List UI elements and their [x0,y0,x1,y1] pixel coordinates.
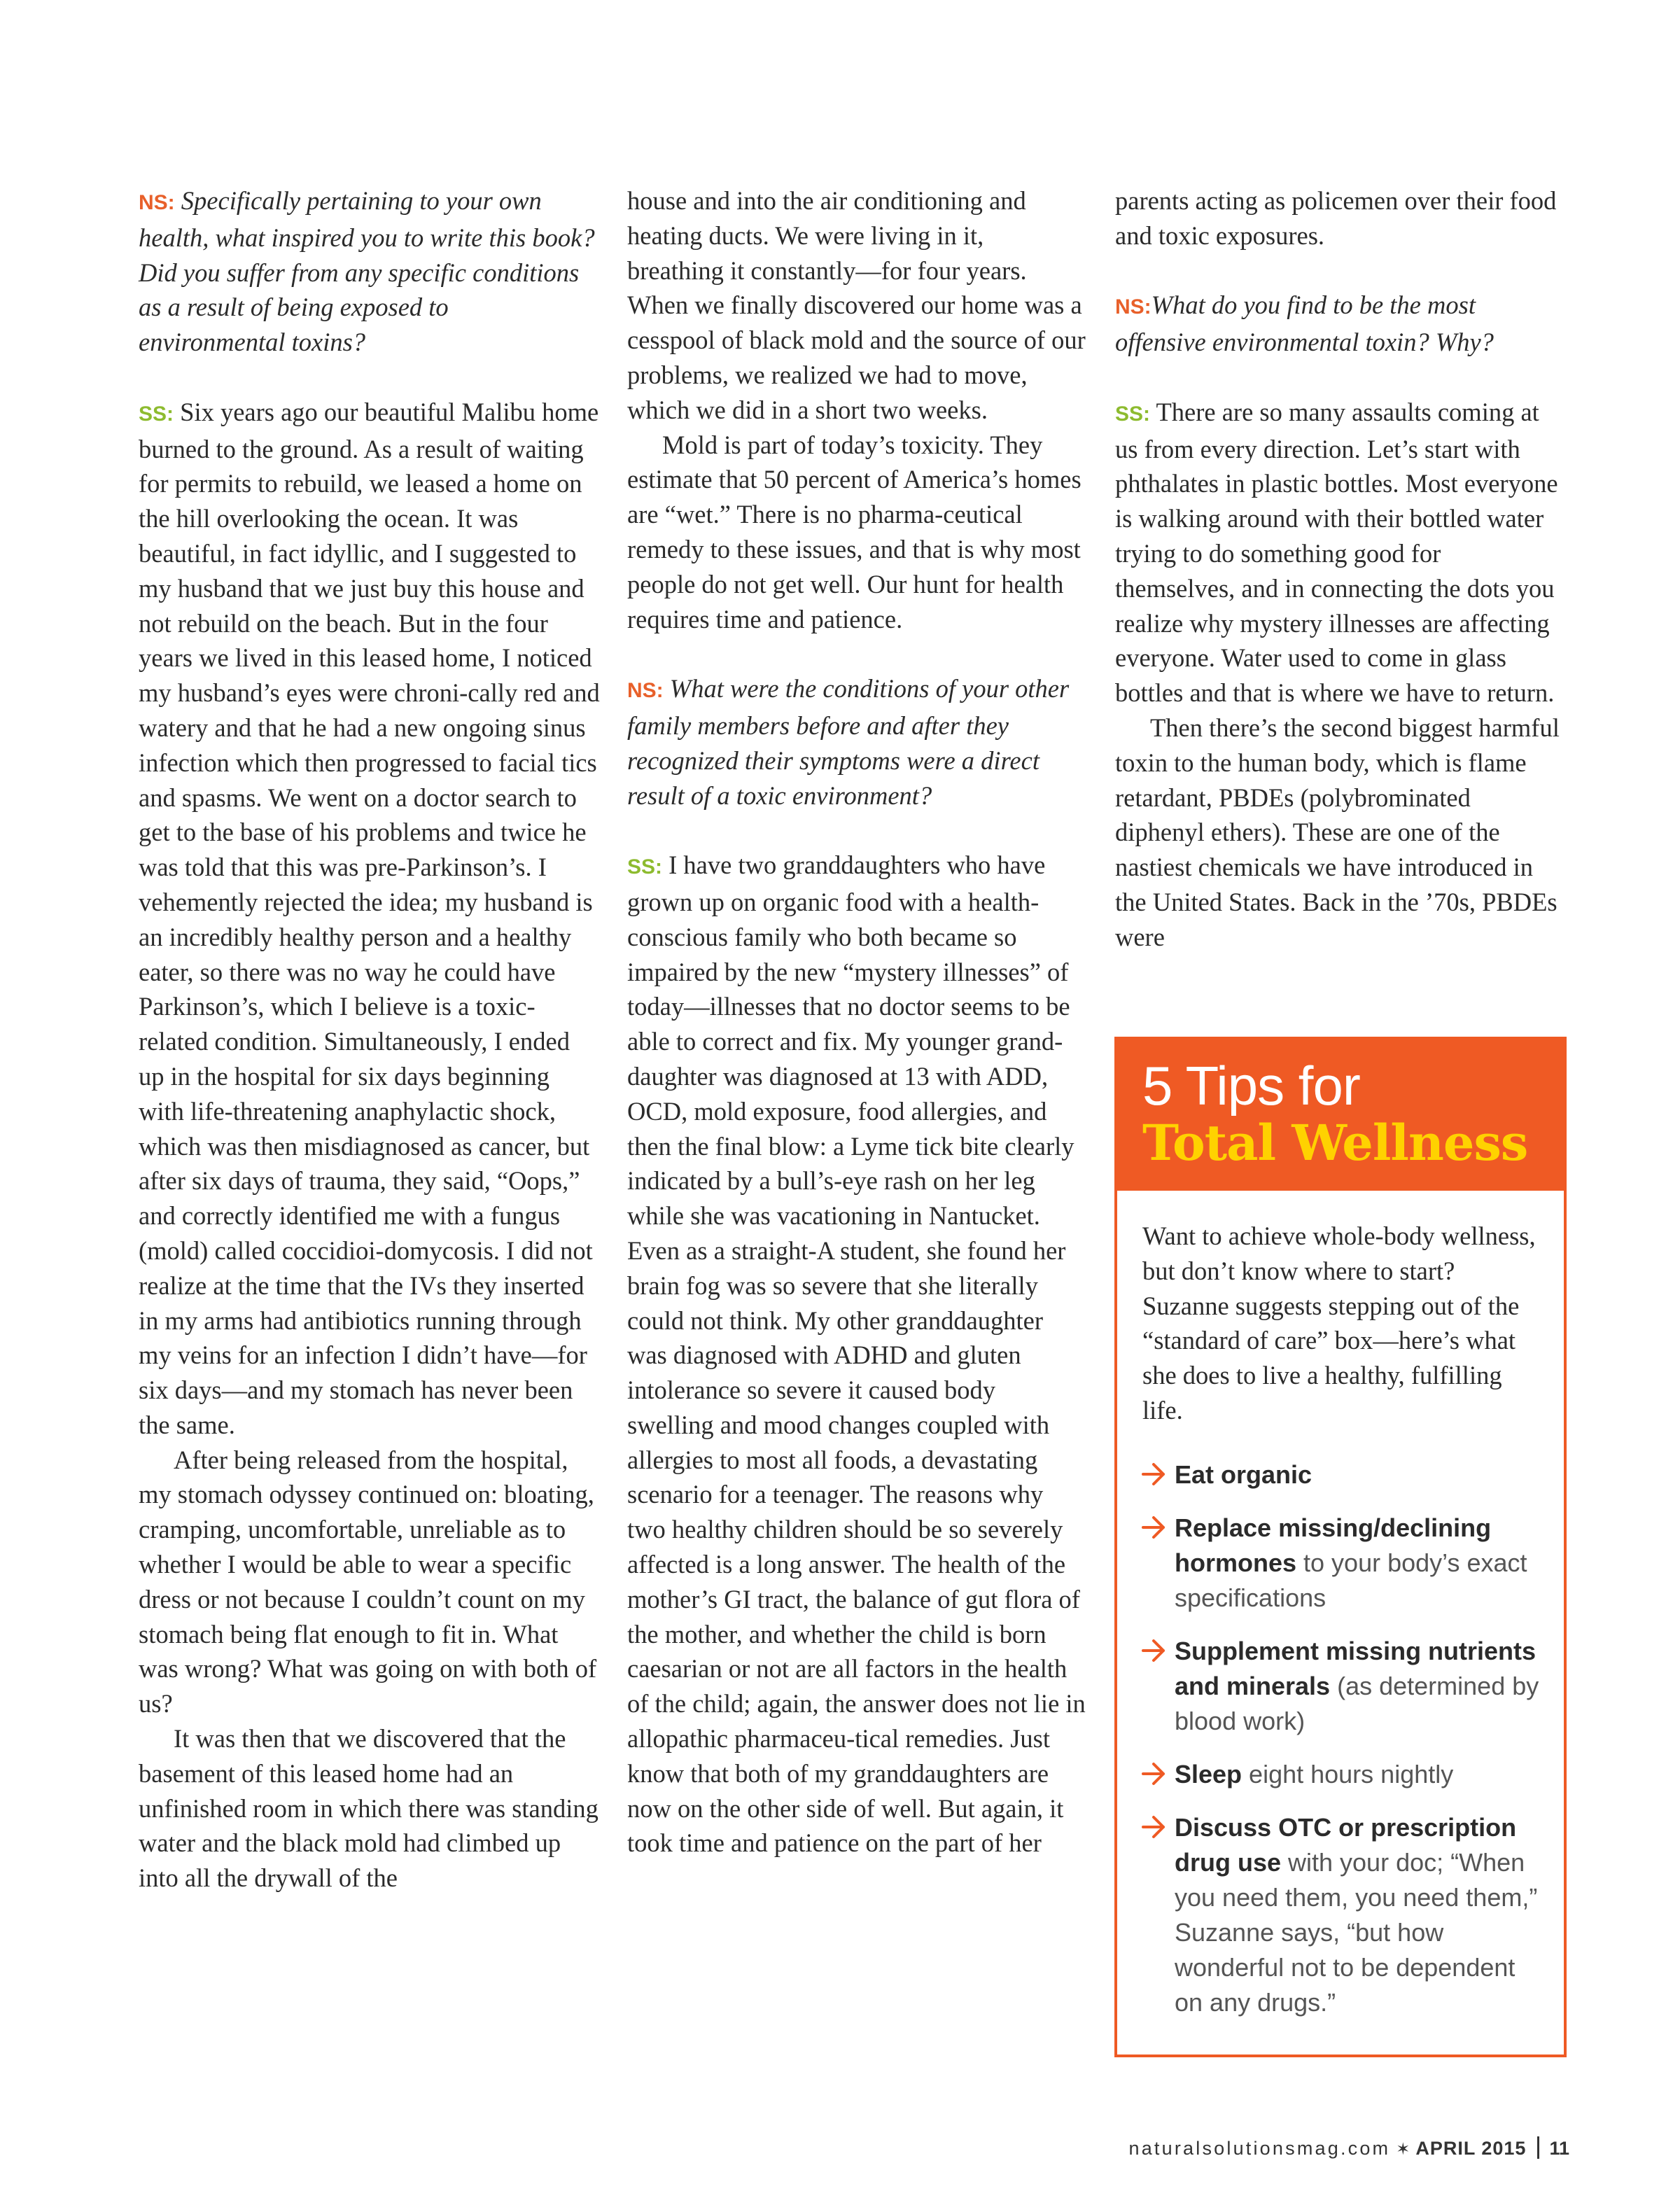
answer-text: There are so many assaults coming at us from every direction. Let’s start with phthalates in plastic bottles. Most everyone is walking around with their bottled water trying to do something good for themselves, and in connecting the dots you realize why mystery illnesses are affecting everyone. Water used to come in glass bottles and that is where we have to return. [1115,397,1558,708]
article-column-3 [1115,183,1563,955]
tip-bold: Eat organic [1175,1460,1312,1489]
interviewer-tag: NS: [627,679,664,703]
tip-bold: Sleep [1175,1759,1242,1788]
arrow-right-icon [1141,1637,1168,1665]
interviewer-tag: NS: [1115,295,1152,319]
tip-item [1141,1810,1543,2020]
answer-text: Six years ago our beautiful Malibu home burned to the ground. As a result of waiting for permits to rebuild, we leased a home on the hill overlooking the ocean. It was beautiful, in fact idyllic, and I suggested to my husband that we just buy this house and not rebuild on the beach. But in the four years we lived in this leased home, I noticed my husband’s eyes were chroni-cally red and watery and that he had a new ongoing sinus infection which then progressed to facial tics and spasms. We went on a doctor search to get to the base of his problems and twice he was told that this was pre-Parkinson’s. I vehemently rejected the idea; my husband is an incredibly healthy person and a healthy eater, so there was no way he could have Parkinson’s, which I believe is a toxic-related condition. Simultaneously, I ended up in the hospital for six days beginning with life-threatening anaphylactic shock, which was then misdiagnosed as cancer, but after six days of trauma, they said, “Oops,” and correctly identified me with a fungus (mold) called coccidioi-domycosis. I did not realize at the time that the IVs they inserted in my arms had antibiotics running through my veins for an infection I didn’t have—for six days—and my stomach has never been the same. [139,397,600,1439]
sidebar-header [1117,1040,1564,1191]
tip-item [1141,1757,1543,1792]
interview-answer [139,395,601,1443]
answer-text: I have two granddaughters who have grown up on organic food with a health-conscious family who both became so impaired by the new “mystery illnesses” of today—illnesses that no doctor seems to be able to correct and fix. My younger grand-daughter was diagnosed at 13 with ADD, OCD, mold exposure, food allergies, and then the final blow: a Lyme tick bite clearly indicated by a bull’s-eye rash on her leg while she was vacationing in Nantucket. Even as a straight-A student, she found her brain fog was so severe that she literally could not think. My other granddaughter was diagnosed with ADHD and gluten intolerance so severe it caused body swelling and mood changes coupled with allergies to most all foods, a devastating scenario for a teenager. The reasons why two healthy children should be so severely affected is a long answer. The health of the mother’s GI tract, the balance of gut flora of the mother, and whether the child is born caesarian or not are all factors in the health of the child; again, the answer does not lie in allopathic pharmaceu-tical remedies. Just know that both of my granddaughters are now on the other side of well. But again, it took time and patience on the part of her [627,850,1086,1858]
arrow-right-icon [1141,1813,1168,1841]
interviewee-tag: SS: [627,855,663,879]
arrow-right-icon [1141,1460,1168,1488]
interview-answer [627,848,1086,1861]
answer-paragraph: parents acting as policemen over their food and toxic exposures. [1115,186,1557,250]
footer-issue: APRIL 2015 [1415,2138,1527,2159]
answer-paragraph: It was then that we discovered that the basement of this leased home had an unfinished room in which there was standing water and the black mold had climbed up into all the drywall of the [139,1724,598,1893]
interview-question [627,671,1086,813]
tip-item [1141,1634,1543,1739]
answer-paragraph: After being released from the hospital, my stomach odyssey continued on: bloating, cramping, uncomfortable, unreliable as to whether I would be able to wear a specific dress or not because I couldn’t count on my stomach being flat enough to fit in. What was wrong? What was going on with both of us? [139,1445,597,1718]
arrow-right-icon [1141,1513,1168,1541]
tip-text: (as determined by blood work) [1175,1671,1539,1735]
tip-bold: Replace missing/declining hormones [1175,1513,1492,1577]
footer-separator-icon: ✶ [1396,2140,1410,2159]
arrow-right-icon [1141,1760,1168,1788]
footer-site: naturalsolutionsmag.com [1128,2138,1391,2159]
tips-list [1117,1457,1564,2020]
tip-text: to your body’s exact specifications [1175,1548,1527,1612]
tip-item [1141,1457,1543,1492]
page-footer [1129,2136,1570,2160]
tips-sidebar [1114,1037,1567,2057]
sidebar-intro: Want to achieve whole-body wellness, but don’t know where to start? Suzanne suggests stepping out of the “standard of care” box—here’s what she does to live a healthy, fulfilling life. [1142,1222,1536,1424]
question-text: Specifically pertaining to your own health, what inspired you to write this book? Did you suffer from any specific conditions as a result of being exposed to environmental toxins? [139,186,595,357]
question-text: What were the conditions of your other family members before and after they recognized their symptoms were a direct result of a toxic environment? [627,674,1070,810]
interview-answer [1115,395,1563,710]
interviewee-tag: SS: [139,402,174,426]
tip-item [1141,1511,1543,1616]
tip-bold: Supplement missing nutrients and minerals [1175,1636,1536,1700]
question-text: What do you find to be the most offensive environmental toxin? Why? [1115,290,1494,357]
footer-divider [1537,2136,1539,2159]
interviewee-tag: SS: [1115,402,1151,426]
page-number: 11 [1549,2138,1569,2159]
sidebar-title-line2: Total Wellness [1142,1114,1528,1172]
answer-paragraph: house and into the air conditioning and heating ducts. We were living in it, breathing it constantly—for four years. When we finally discovered our home was a cesspool of black mold and the source of our problems, we realized we had to move, which we did in a short two weeks. [627,186,1086,424]
tip-text: with your doc; “When you need them, you need them,” Suzanne says, “but how wonderful not to be dependent on any drugs.” [1175,1847,1538,2017]
answer-paragraph: Then there’s the second biggest harmful toxin to the human body, which is flame retardant, PBDEs (polybrominated diphenyl ethers). These are one of the nastiest chemicals we have introduced in the United States. Back in the ’70s, PBDEs were [1115,713,1560,951]
article-column-2 [627,183,1086,1861]
tip-bold: Discuss OTC or prescription drug use [1175,1812,1517,1877]
interviewer-tag: NS: [139,191,175,214]
sidebar-title-line1: 5 Tips for [1142,1055,1360,1116]
tip-text: eight hours nightly [1242,1759,1454,1788]
article-column-1 [139,183,601,1896]
interview-question [1115,288,1563,360]
answer-paragraph: Mold is part of today’s toxicity. They estimate that 50 percent of America’s homes are “wet.” There is no pharma-ceutical remedy to these issues, and that is why most people do not get well. Our hunt for health requires time and patience. [627,430,1082,634]
interview-question [139,183,601,360]
